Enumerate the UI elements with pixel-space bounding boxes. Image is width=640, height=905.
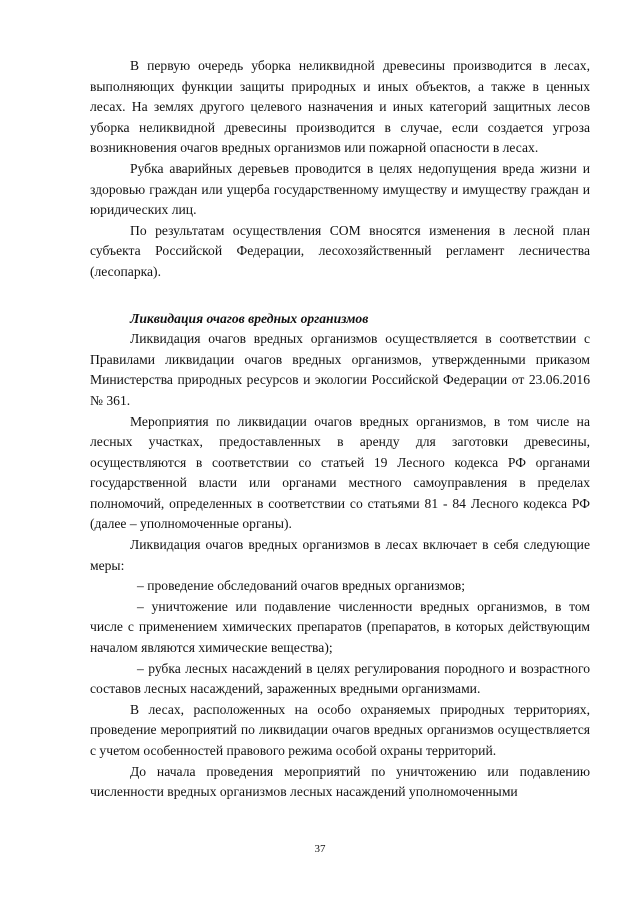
paragraph-som-results: По результатам осуществления СОМ вносятся изменения в лесной план субъекта Российской Федерации, лесохозяйственный регламент лесничества (лесопарка). xyxy=(90,222,590,279)
paragraph-protected-areas: В лесах, расположенных на особо охраняемых природных территориях, проведение мероприятий по ликвидации очагов вредных организмов осуществляется с учетом особенностей правового режима особой охраны территорий. xyxy=(90,701,590,758)
paragraph-liquidation-rules: Ликвидация очагов вредных организмов осуществляется в соответствии с Правилами ликвидации очагов вредных организмов, утвержденными приказом Министерства природных ресурсов и экологии Российской Федерации от 23.06.2016 № 361. xyxy=(90,331,590,408)
paragraph-emergency-trees: Рубка аварийных деревьев проводится в целях недопущения вреда жизни и здоровью граждан или ущерба государственному имуществу и имуществу граждан и юридических лиц. xyxy=(90,160,590,218)
list-item-felling: – рубка лесных насаждений в целях регулирования породного и возрастного составов лесных насаждений, зараженных вредными организмами. xyxy=(90,660,590,697)
paragraph-before-measures: До начала проведения мероприятий по уничтожению или подавлению численности вредных организмов лесных насаждений уполномоченными xyxy=(90,763,590,800)
page-number: 37 xyxy=(314,843,326,855)
document-body xyxy=(90,56,590,803)
paragraph-deadwood-priority: В первую очередь уборка неликвидной древесины производится в лесах, выполняющих функции защиты природных и иных объектов, а также в ценных лесах. На землях другого целевого назначения и иных категорий защитных лесов уборка неликвидной древесины производится в случае, если создается угроза возникновения очагов вредных организмов или пожарной опасности в лесах. xyxy=(90,58,590,156)
section-heading: Ликвидация очагов вредных организмов xyxy=(130,310,369,326)
list-item-survey: – проведение обследований очагов вредных организмов; xyxy=(137,578,466,594)
paragraph-measures-intro: Ликвидация очагов вредных организмов в лесах включает в себя следующие меры: xyxy=(90,537,590,573)
section-gap xyxy=(90,283,590,309)
paragraph-liquidation-measures: Мероприятия по ликвидации очагов вредных организмов, в том числе на лесных участках, предоставленных в аренду для заготовки древесины, осуществляются в соответствии со статьей 19 Лесного кодекса РФ органами государственной власти или органами местного самоуправления в пределах полномочий, определенных в соответствии со статьями 81 - 84 Лесного кодекса РФ (далее – уполномоченные органы). xyxy=(90,413,590,532)
list-item-suppression: – уничтожение или подавление численности вредных организмов, в том числе с применением химических препаратов (препаратов, в которых действующим началом являются химические вещества); xyxy=(90,598,590,656)
